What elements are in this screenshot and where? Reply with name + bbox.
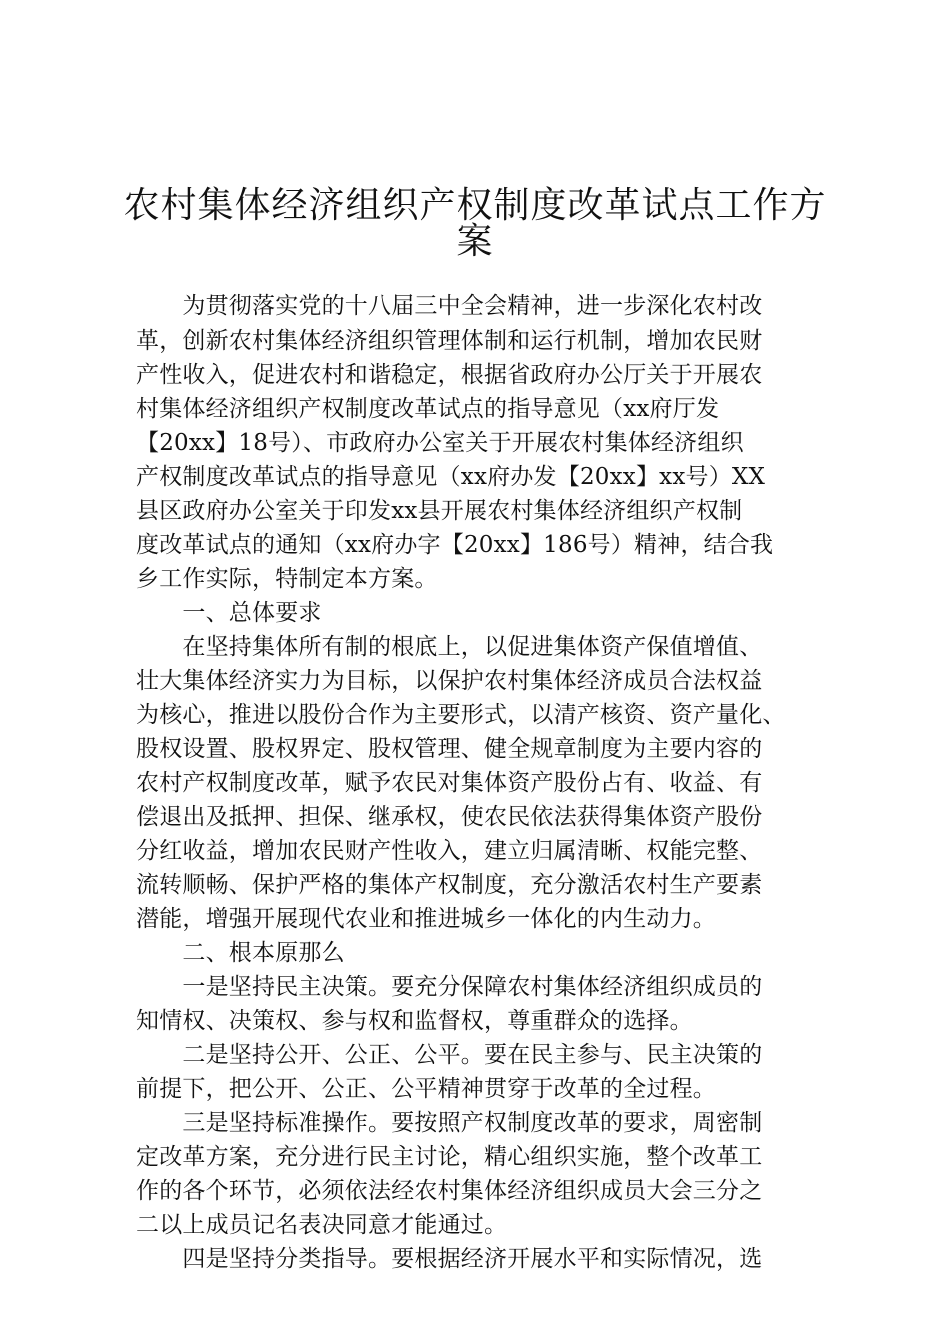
body-line: 四是坚持分类指导。要根据经济开展水平和实际情况，选 xyxy=(136,1246,763,1272)
body-line: 产性收入，促进农村和谐稳定，根据省政府办公厅关于开展农 xyxy=(136,362,763,388)
body-line: 二是坚持公开、公正、公平。要在民主参与、民主决策的 xyxy=(136,1042,763,1068)
body-line: 村集体经济组织产权制度改革试点的指导意见（xx府厅发 xyxy=(136,396,720,422)
body-line: 股权设置、股权界定、股权管理、健全规章制度为主要内容的 xyxy=(136,736,763,762)
section-heading: 二、根本原那么 xyxy=(136,940,345,966)
body-line: 偿退出及抵押、担保、继承权，使农民依法获得集体资产股份 xyxy=(136,804,763,830)
body-line: 三是坚持标准操作。要按照产权制度改革的要求，周密制 xyxy=(136,1110,763,1136)
body-line: 农村产权制度改革，赋予农民对集体资产股份占有、收益、有 xyxy=(136,770,763,796)
body-line: 一是坚持民主决策。要充分保障农村集体经济组织成员的 xyxy=(136,974,763,1000)
body-line: 壮大集体经济实力为目标，以保护农村集体经济成员合法权益 xyxy=(136,668,763,694)
body-line: 潜能，增强开展现代农业和推进城乡一体化的内生动力。 xyxy=(136,906,716,932)
body-line: 在坚持集体所有制的根底上，以促进集体资产保值增值、 xyxy=(136,634,763,660)
body-line: 知情权、决策权、参与权和监督权，尊重群众的选择。 xyxy=(136,1008,693,1034)
document-title-line-1: 农村集体经济组织产权制度改革试点工作方 xyxy=(123,185,827,226)
document-title-line-2: 案 xyxy=(456,221,494,262)
body-line: 分红收益，增加农民财产性收入，建立归属清晰、权能完整、 xyxy=(136,838,763,864)
body-line: 产权制度改革试点的指导意见（xx府办发【20xx】xx号）XX xyxy=(136,464,766,490)
body-line: 作的各个环节，必须依法经农村集体经济组织成员大会三分之 xyxy=(136,1178,763,1204)
body-line: 为核心，推进以股份合作为主要形式，以清产核资、资产量化、 xyxy=(136,702,786,728)
body-line: 县区政府办公室关于印发xx县开展农村集体经济组织产权制 xyxy=(136,498,743,524)
body-line: 革，创新农村集体经济组织管理体制和运行机制，增加农民财 xyxy=(136,328,763,354)
body-line: 为贯彻落实党的十八届三中全会精神，进一步深化农村改 xyxy=(136,293,763,319)
body-line: 乡工作实际，特制定本方案。 xyxy=(136,566,438,592)
body-line: 流转顺畅、保护严格的集体产权制度，充分激活农村生产要素 xyxy=(136,872,763,898)
body-line: 【20xx】18号）、市政府办公室关于开展农村集体经济组织 xyxy=(136,430,744,456)
body-line: 度改革试点的通知（xx府办字【20xx】186号）精神，结合我 xyxy=(136,532,774,558)
body-line: 前提下，把公开、公正、公平精神贯穿于改革的全过程。 xyxy=(136,1076,716,1102)
body-line: 定改革方案，充分进行民主讨论，精心组织实施，整个改革工 xyxy=(136,1144,763,1170)
section-heading: 一、总体要求 xyxy=(136,600,322,626)
body-line: 二以上成员记名表决同意才能通过。 xyxy=(136,1212,508,1238)
